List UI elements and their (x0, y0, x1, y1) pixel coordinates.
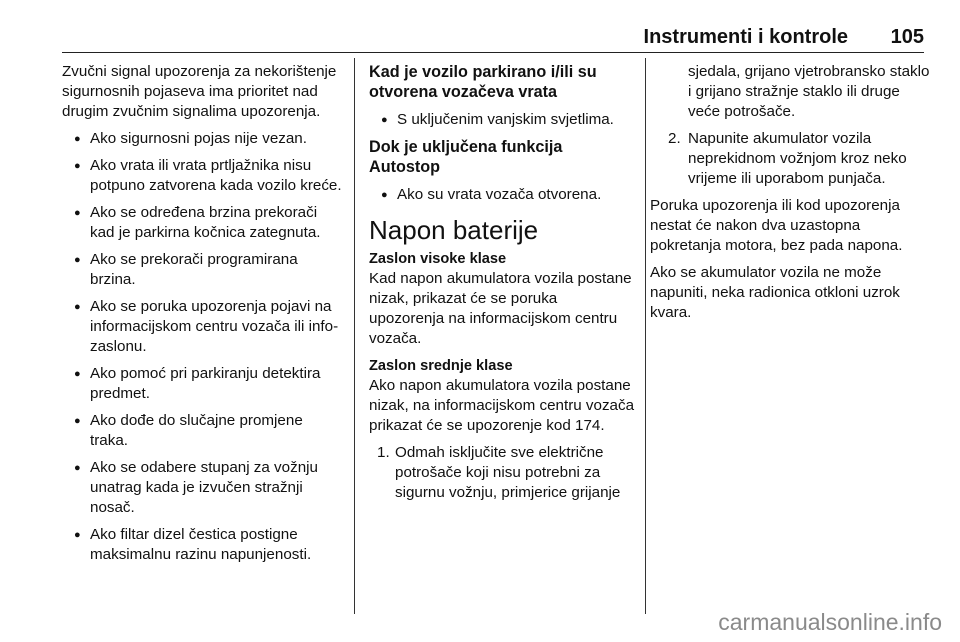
list-item (650, 129, 932, 189)
page-number: 105 (890, 26, 924, 48)
column-1 (62, 62, 344, 572)
page-header (62, 26, 924, 53)
list-item: ● Ako su vrata vozača otvorena. (369, 185, 635, 205)
warning-list (62, 129, 344, 565)
workshop-paragraph: Ako se akumulator vozila ne može napuniti, neka radionica otkloni uzrok kvara. (650, 264, 900, 321)
autostop-list (369, 185, 635, 205)
mid-class-paragraph: Ako napon akumulatora vozila postane nizak, na informacijskom centru vozača prikazat će se upozorenje kod 174. (369, 377, 635, 434)
step-text: Napunite akumulator vozila neprekidnom vožnjom kroz neko vrijeme ili uporabom punjača. (688, 130, 907, 187)
list-item: ● Ako vrata ili vrata prtljažnika nisu potpuno zatvorena kada vozilo kreće. (62, 156, 344, 196)
subheading-mid-class: Zaslon srednje klase (369, 358, 513, 374)
list-item: ● S uključenim vanjskim svjetlima. (369, 110, 635, 130)
autostop-heading: Dok je uključena funkcija Autostop (369, 138, 563, 176)
intro-paragraph: Zvučni signal upozorenja za nekorištenje sigurnosnih pojaseva ima prioritet nad drugim zvučnim signalima upozorenja. (62, 63, 337, 120)
warning-disappears-paragraph: Poruka upozorenja ili kod upozorenja nestat će nakon dva uzastopna pokretanja motora, bez pada napona. (650, 197, 903, 254)
list-item: ● Ako filtar dizel čestica postigne maksimalnu razinu napunjenosti. (62, 525, 344, 565)
steps-list-continued (650, 129, 932, 189)
step-text: Odmah isključite sve električne potrošače koji nisu potrebni za sigurnu vožnju, primjerice grijanje (395, 444, 621, 501)
list-item: ● Ako sigurnosni pojas nije vezan. (62, 129, 344, 149)
section-title: Napon baterije (369, 215, 539, 245)
parked-list (369, 110, 635, 130)
step-number: 1. (377, 444, 390, 461)
list-item: ● Ako se odabere stupanj za vožnju unatrag kada je izvučen stražnji nosač. (62, 458, 344, 518)
column-3 (650, 62, 932, 330)
list-item (369, 443, 635, 503)
list-item: ● Ako dođe do slučajne promjene traka. (62, 411, 344, 451)
list-item: ● Ako pomoć pri parkiranju detektira predmet. (62, 364, 344, 404)
watermark: carmanualsonline.info (718, 609, 942, 635)
high-class-paragraph: Kad napon akumulatora vozila postane nizak, prikazat će se poruka upozorenja na informacijskom centru vozača. (369, 270, 632, 347)
steps-list (369, 443, 635, 503)
column-divider-2 (645, 58, 646, 614)
column-divider-1 (354, 58, 355, 614)
step-continuation: sjedala, grijano vjetrobransko staklo i grijano stražnje staklo ili druge veće potrošače. (688, 63, 930, 120)
subheading-high-class: Zaslon visoke klase (369, 251, 507, 267)
list-item: ● Ako se određena brzina prekorači kad je parkirna kočnica zategnuta. (62, 203, 344, 243)
header-title: Instrumenti i kontrole (643, 26, 848, 48)
list-item: ● Ako se prekorači programirana brzina. (62, 250, 344, 290)
parked-heading: Kad je vozilo parkirano i/ili su otvorena vozačeva vrata (369, 63, 597, 101)
column-2 (369, 62, 635, 510)
step-number: 2. (668, 130, 681, 147)
list-item: ● Ako se poruka upozorenja pojavi na informacijskom centru vozača ili info-zaslonu. (62, 297, 344, 357)
